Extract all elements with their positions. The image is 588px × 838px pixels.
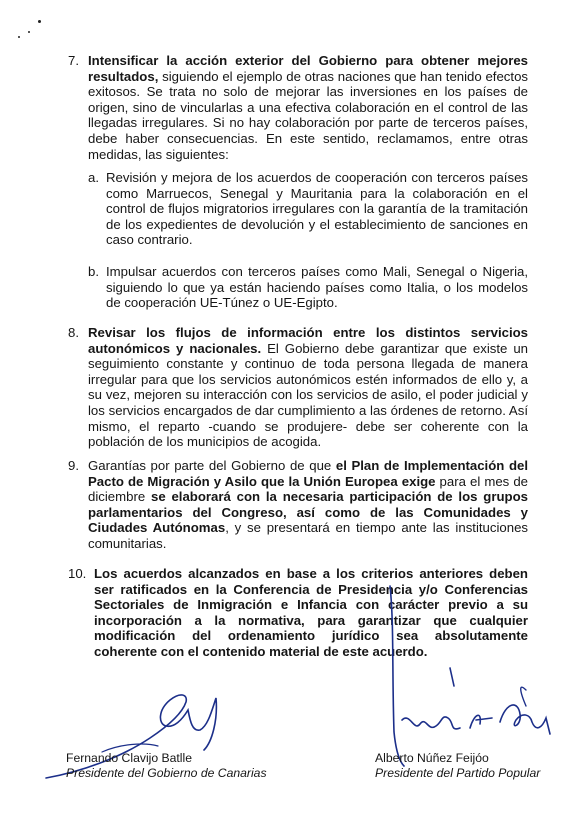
item-number: 10.: [68, 566, 87, 581]
agreement-item-9: [68, 458, 528, 552]
subitem-text: Impulsar acuerdos con terceros países como Mali, Senegal o Nigeria, siguiendo lo que ya están haciendo países como Italia, o los modelos de cooperación UE-Túnez o UE-Egipto.: [106, 264, 528, 311]
item-text: Garantías por parte del Gobierno de que: [88, 458, 336, 473]
item-number: 8.: [68, 325, 79, 340]
subitem-label: b.: [88, 264, 99, 279]
item-text: para el mes de diciembre: [88, 473, 528, 505]
item-bold-text: se elaborará con la necesaria participación de los grupos parlamentarios del Congreso, así como de las Comunidades y Ciudades Autónomas: [88, 489, 528, 536]
item-bold-text: Los acuerdos alcanzados en base a los criterios anteriores deben ser ratificados en la Conferencia de Presidencia y/o Conferencias Sectoriales de Inmigración e Infancia con carácter previo a su incorporación a la normativa, para garantizar que cualquier modificación del ordenamiento jurídico sea absolutamente coherente con el contenido material de este acuerdo.: [94, 566, 528, 659]
scan-speck: [38, 20, 41, 23]
item-text: siguiendo el ejemplo de otras naciones que han tenido efectos exitosos. Se trata no solo de mejorar las inversiones en los países de origen, sino de vincularlas a una efectiva colaboración en el control de las llegadas irregulares. Si no hay colaboración por parte de terceros países, debe haber consecuencias. En este sentido, reclamamos, entre otras medidas, las siguientes:: [88, 68, 528, 162]
item-text: El Gobierno debe garantizar que existe un seguimiento constante y continuo de toda persona llegada de manera irregular para que los servicios autonómicos estén informados de ello y, a su vez, mejoren su interacción con los servicios de asilo, el poder judicial y los servicios encargados de dar cumplimiento a las órdenes de retorno. Así mismo, el reparto -cuando se produjere- debe ser coherente con la población de los municipios de acogida.: [88, 340, 528, 450]
subitem-a: [88, 170, 528, 248]
item-text: , y se presentará en tiempo ante las instituciones comunitarias.: [88, 520, 529, 551]
signatory-role: Presidente del Gobierno de Canarias: [66, 766, 267, 780]
subitem-b: [88, 264, 528, 311]
scan-speck: [28, 31, 30, 33]
item-body: [88, 53, 528, 162]
item-number: 9.: [68, 458, 79, 473]
item-bold-text: el Plan de Implementación del Pacto de Migración y Asilo que la Unión Europea exige: [88, 458, 529, 489]
signatory-left: [66, 751, 267, 781]
item-heading: Intensificar la acción exterior del Gobierno para obtener mejores resultados,: [88, 53, 528, 84]
signatory-name: Alberto Núñez Feijóo: [375, 751, 489, 765]
agreement-item-8: [68, 325, 528, 450]
subitem-label: a.: [88, 170, 99, 185]
item-heading: Revisar los flujos de información entre los distintos servicios autonómicos y nacionales.: [88, 325, 528, 356]
agreement-item-7: [68, 53, 528, 162]
item-body: [88, 325, 528, 450]
signatory-right: [375, 751, 540, 781]
subitem-text: Revisión y mejora de los acuerdos de cooperación con terceros países como Marruecos, Senegal y Mauritania para la colaboración en el control de flujos migratorios irregulares con la garantía de la tramitación de los expedientes de devolución y el establecimiento de sanciones en caso contrario.: [106, 170, 528, 248]
item-body: [88, 458, 528, 552]
signatory-role: Presidente del Partido Popular: [375, 766, 541, 780]
item-number: 7.: [68, 53, 79, 68]
scan-speck: [18, 36, 20, 38]
signatory-name: Fernando Clavijo Batlle: [66, 751, 193, 765]
